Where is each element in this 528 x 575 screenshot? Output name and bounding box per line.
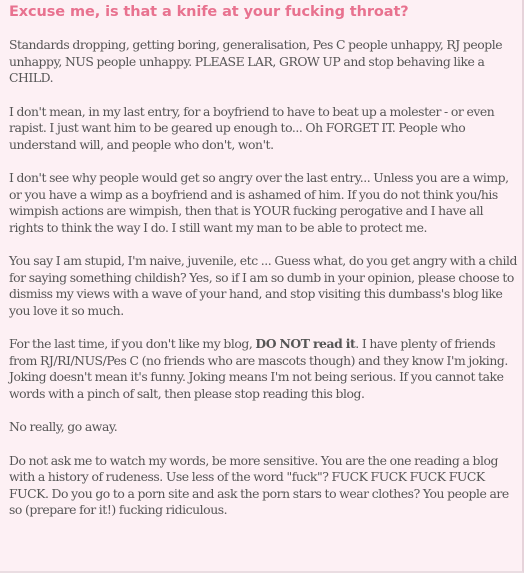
post-paragraph-3: I don't see why people would get so angry over the last entry... Unless you are a wimp, or you have a wimp as a boyfriend and is ashamed of him. If you do not think you/his wimpish actions are wimpish, then that is YOUR fucking perogative and I have all rights to think the way I do. I still want my man to be able to protect me. xyxy=(9,170,509,235)
post-paragraph-5 xyxy=(9,336,519,402)
emphasis-do-not-read: DO NOT read it xyxy=(255,336,356,351)
post-title: Excuse me, is that a knife at your fucking throat? xyxy=(9,4,409,20)
post-paragraph-5-start: For the last time, if you don't like my blog, xyxy=(9,336,256,351)
post-paragraph-6: No really, go away. xyxy=(9,419,118,434)
post-body xyxy=(9,37,519,536)
post-paragraph-4: You say I am stupid, I'm naive, juvenile, etc ... Guess what, do you get angry with a child for saying something childish? Yes, so if I am so dumb in your opinion, please choose to dismiss my views with a wave of your hand, and stop visiting this dumbass's blog like you love it so much. xyxy=(9,253,518,318)
post-paragraph-7: Do not ask me to watch my words, be more sensitive. You are the one reading a blog with a history of rudeness. Use less of the word "fuck"? FUCK FUCK FUCK FUCK FUCK. Do you go to a porn site and ask the porn stars to wear clothes? You people are so (prepare for it!) fucking ridiculous. xyxy=(9,452,509,517)
post-paragraph-2: I don't mean, in my last entry, for a boyfriend to have to beat up a molester - or even rapist. I just want him to be geared up enough to... Oh FORGET IT. People who understand will, and people who don't, won't. xyxy=(9,103,495,152)
post-paragraph-5-end: . I have plenty of friends from RJ/RI/NUS/Pes C (no friends who are mascots though) and they know I'm joking. Joking doesn't mean it's funny. Joking means I'm not being serious. If you cannot take words with a pinch of salt, then please stop reading this blog. xyxy=(9,336,508,401)
post-paragraph-1: Standards dropping, getting boring, generalisation, Pes C people unhappy, RJ people unhappy, NUS people unhappy. PLEASE LAR, GROW UP and stop behaving like a CHILD. xyxy=(9,37,503,85)
